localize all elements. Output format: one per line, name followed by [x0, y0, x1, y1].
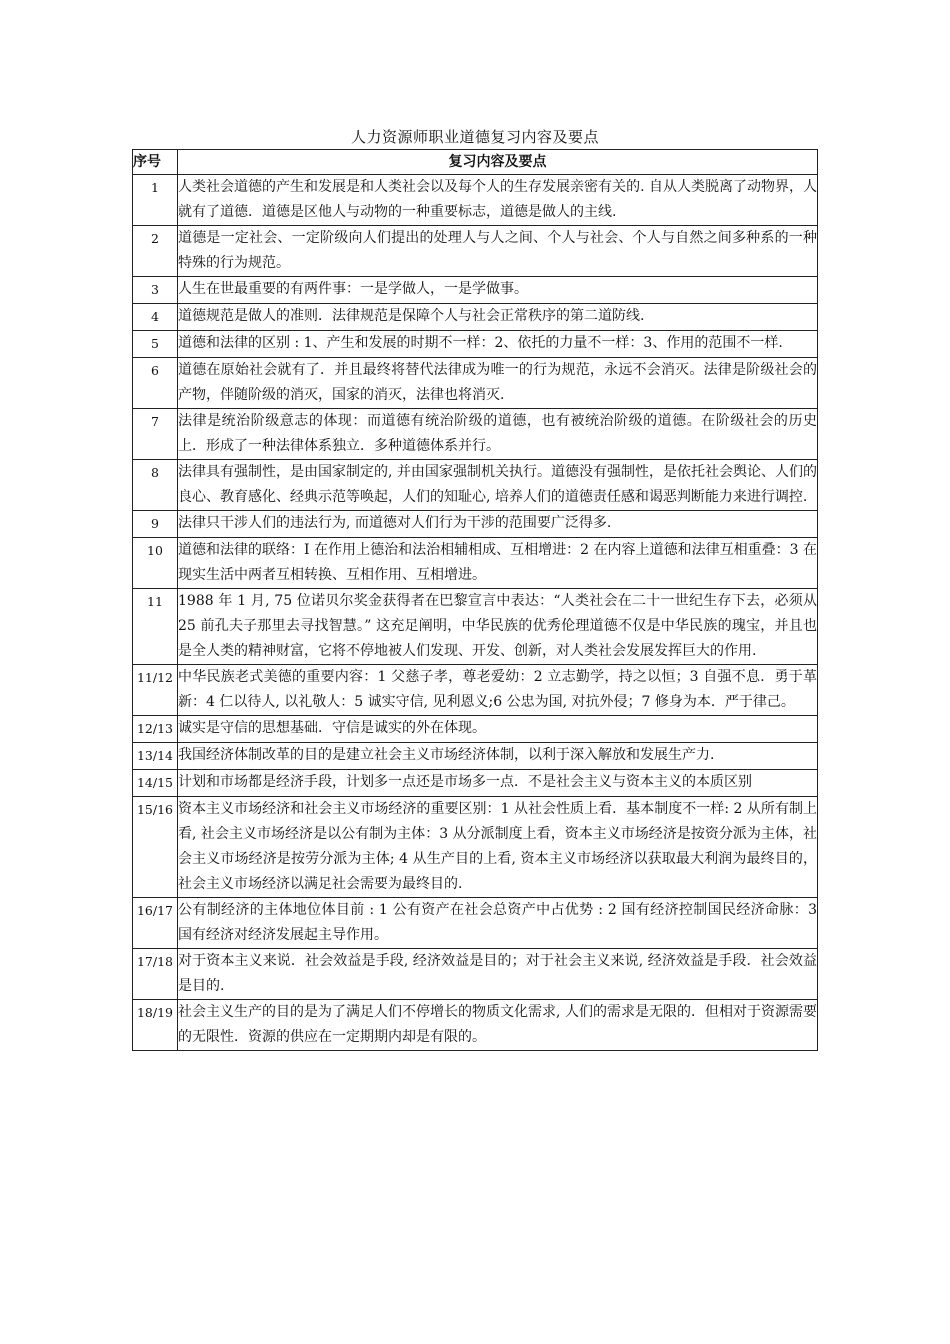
row-content: 道德和法律的区别 : 1、产生和发展的时期不一样：2、依托的力量不一样：3、作用的范围不一样. — [178, 331, 818, 358]
row-number: 7 — [133, 409, 178, 460]
table-row — [133, 1000, 818, 1051]
row-number: 18/19 — [133, 1000, 178, 1051]
row-content: 道德在原始社会就有了．并且最终将替代法律成为唯一的行为规范，永远不会消灭。法律是阶级社会的产物，伴随阶级的消灭，国家的消灭，法律也将消灭. — [178, 358, 818, 409]
row-number: 9 — [133, 511, 178, 538]
row-number: 11 — [133, 589, 178, 665]
table-row — [133, 770, 818, 797]
table-row — [133, 358, 818, 409]
row-content: 法律只干涉人们的违法行为, 而道德对人们行为干涉的范围要广泛得多. — [178, 511, 818, 538]
table-row — [133, 175, 818, 226]
row-content: 道德和法律的联络：I 在作用上德治和法治相辅相成、互相增进：2 在内容上道德和法律互相重叠：3 在现实生活中两者互相转换、互相作用、互相增进。 — [178, 538, 818, 589]
table-row — [133, 277, 818, 304]
table-row — [133, 460, 818, 511]
table-row — [133, 304, 818, 331]
row-number: 11/12 — [133, 665, 178, 716]
row-content: 1988 年 1 月, 75 位诺贝尔奖金获得者在巴黎宣言中表达：“人类社会在二十一世纪生存下去，必须从 25 前孔夫子那里去寻找智慧。” 这充足阐明，中华民族的优秀伦理道德不仅是中华民族的瑰宝，并且也是全人类的精神财富，它将不停地被人们发现、开发、创新，对人类社会发展发挥巨大的作用. — [178, 589, 818, 665]
row-number: 14/15 — [133, 770, 178, 797]
table-row — [133, 665, 818, 716]
table-row — [133, 511, 818, 538]
table-row — [133, 743, 818, 770]
row-content: 道德是一定社会、一定阶级向人们提出的处理人与人之间、个人与社会、个人与自然之间多种系的一种特殊的行为规范。 — [178, 226, 818, 277]
table-row — [133, 898, 818, 949]
row-content: 社会主义生产的目的是为了满足人们不停增长的物质文化需求, 人们的需求是无限的．但相对于资源需要的无限性．资源的供应在一定期期内却是有限的。 — [178, 1000, 818, 1051]
row-number: 4 — [133, 304, 178, 331]
row-number: 13/14 — [133, 743, 178, 770]
row-number: 8 — [133, 460, 178, 511]
row-number: 10 — [133, 538, 178, 589]
row-content: 对于资本主义来说．社会效益是手段, 经济效益是目的；对于社会主义来说, 经济效益是手段．社会效益是目的. — [178, 949, 818, 1000]
table-row — [133, 797, 818, 898]
table-row — [133, 716, 818, 743]
table-row — [133, 949, 818, 1000]
table-row — [133, 538, 818, 589]
row-content: 计划和市场都是经济手段，计划多一点还是市场多一点．不是社会主义与资本主义的本质区别 — [178, 770, 818, 797]
row-number: 15/16 — [133, 797, 178, 898]
row-content: 法律具有强制性，是由国家制定的, 并由国家强制机关执行。道德没有强制性，是依托社会舆论、人们的良心、教育感化、经典示范等唤起，人们的知耻心, 培养人们的道德责任感和谒恶判断能力来进行调控. — [178, 460, 818, 511]
review-table — [132, 149, 818, 1051]
row-number: 3 — [133, 277, 178, 304]
row-content: 我国经济体制改革的目的是建立社会主义市场经济体制，以利于深入解放和发展生产力. — [178, 743, 818, 770]
table-row — [133, 331, 818, 358]
row-content: 人生在世最重要的有两件事：一是学做人，一是学做事。 — [178, 277, 818, 304]
row-content: 道德规范是做人的准则．法律规范是保障个人与社会正常秩序的第二道防线. — [178, 304, 818, 331]
row-content: 人类社会道德的产生和发展是和人类社会以及每个人的生存发展亲密有关的. 自从人类脱离了动物界，人就有了道德．道德是区他人与动物的一种重要标志，道德是做人的主线. — [178, 175, 818, 226]
row-number: 12/13 — [133, 716, 178, 743]
row-content: 公有制经济的主体地位体目前 : 1 公有资产在社会总资产中占优势 : 2 国有经济控制国民经济命脉：3 国有经济对经济发展起主导作用。 — [178, 898, 818, 949]
row-number: 1 — [133, 175, 178, 226]
table-row — [133, 409, 818, 460]
table-row — [133, 589, 818, 665]
row-content: 法律是统治阶级意志的体现：而道德有统治阶级的道德，也有被统治阶级的道德。在阶级社会的历史上．形成了一种法律体系独立．多种道德体系并行。 — [178, 409, 818, 460]
page-title: 人力资源师职业道德复习内容及要点 — [350, 128, 599, 146]
row-content: 中华民族老式美德的重要内容：1 父慈子孝，尊老爱幼：2 立志勤学，持之以恒；3 自强不息．勇于革新：4 仁以待人, 以礼敬人：5 诚实守信, 见利恩义;6 公忠为国, 对抗外侵；7 修身为本．严于律己。 — [178, 665, 818, 716]
row-number: 16/17 — [133, 898, 178, 949]
row-number: 6 — [133, 358, 178, 409]
table-row — [133, 226, 818, 277]
header-row — [133, 150, 818, 175]
row-number: 5 — [133, 331, 178, 358]
header-num: 序号 — [133, 150, 178, 175]
header-content: 复习内容及要点 — [178, 150, 818, 175]
row-content: 诚实是守信的思想基础．守信是诚实的外在体现。 — [178, 716, 818, 743]
row-number: 17/18 — [133, 949, 178, 1000]
row-content: 资本主义市场经济和社会主义市场经济的重要区别：1 从社会性质上看．基本制度不一样: 2 从所有制上看, 社会主义市场经济是以公有制为主体：3 从分派制度上看，资本主义市场经济是按资分派为主体，社会主义市场经济是按劳分派为主体; 4 从生产目的上看, 资本主义市场经济以获取最大利润为最终目的，社会主义市场经济以满足社会需要为最终目的. — [178, 797, 818, 898]
row-number: 2 — [133, 226, 178, 277]
